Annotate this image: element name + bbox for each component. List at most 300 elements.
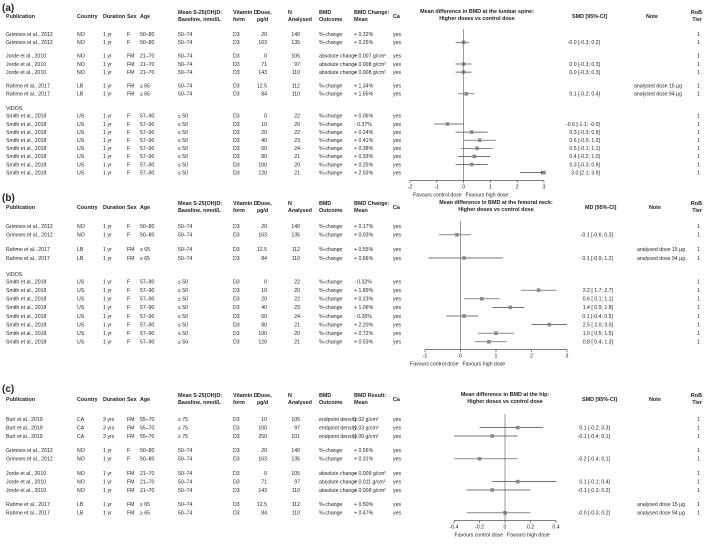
x-tick-label: 3 xyxy=(542,184,546,191)
row-publication: Smith et al., 2018 xyxy=(6,305,47,312)
row-dose: 120 xyxy=(258,339,267,346)
row-bmd-change: + 1.65% xyxy=(354,91,374,98)
row-n-analysed: 97 xyxy=(294,479,300,486)
row-effect-ci: 0.6 [-0.0; 1.2] xyxy=(569,138,600,144)
row-rob-tier: 1 xyxy=(697,322,700,329)
column-header: Ca xyxy=(393,397,400,403)
column-header: Baseline, nmol/L xyxy=(178,17,221,23)
row-bmd-change: - 0.26% xyxy=(354,313,372,320)
row-duration: 1 yr xyxy=(103,146,112,153)
row-n-analysed: 105 xyxy=(291,471,300,477)
group-label: ViDOS xyxy=(6,106,23,113)
row-baseline: 50–74 xyxy=(178,471,193,477)
row-baseline: 50–74 xyxy=(178,247,193,254)
point-estimate xyxy=(446,122,450,126)
row-n-analysed: 24 xyxy=(294,313,300,320)
row-country: NO xyxy=(77,61,85,68)
row-duration: 1 yr xyxy=(103,162,112,169)
forest-row xyxy=(6,314,700,320)
forest-row xyxy=(6,417,700,423)
row-n-analysed: 135 xyxy=(291,40,300,47)
row-age: 57–90 xyxy=(140,322,155,329)
row-sex: FM xyxy=(127,479,135,486)
row-publication: Grimnes et al., 2012 xyxy=(6,456,53,463)
row-bmd-change: + 0.23% xyxy=(354,296,374,303)
row-effect-ci: 0.1 [-0.2; 0.4] xyxy=(569,91,600,98)
row-effect-ci: 1.0 [ 0.5; 1.5] xyxy=(582,331,613,337)
row-ca: yes xyxy=(393,255,402,262)
row-age: 50–80 xyxy=(140,224,155,230)
row-vitamin-d-form: D3 xyxy=(233,129,240,136)
row-sex: F xyxy=(127,146,131,153)
row-n-analysed: 112 xyxy=(291,83,300,90)
row-vitamin-d-form: D3 xyxy=(233,313,240,320)
row-bmd-outcome: %-change xyxy=(319,83,343,90)
point-estimate xyxy=(473,155,477,159)
row-bmd-change: 1.02 g/cm² xyxy=(354,417,379,423)
row-age: 55–70 xyxy=(140,425,155,432)
row-effect-ci: 0.1 [-0.4; 0.5] xyxy=(582,313,613,320)
row-ca: yes xyxy=(393,288,402,294)
row-country: US xyxy=(77,154,85,161)
forest-row xyxy=(6,224,700,230)
row-country: US xyxy=(77,162,85,169)
row-bmd-outcome: %-change xyxy=(319,138,343,144)
row-baseline: ≤ 50 xyxy=(178,138,189,144)
row-sex: FM xyxy=(127,502,135,509)
row-note: analysed dose 15 µg xyxy=(637,247,685,254)
x-tick-label: 2 xyxy=(530,353,533,360)
row-publication: Smith et al., 2018 xyxy=(6,146,47,153)
row-country: NO xyxy=(77,456,85,463)
row-duration: 1 yr xyxy=(103,510,112,517)
row-bmd-outcome: %-change xyxy=(319,279,343,286)
row-dose: 84 xyxy=(261,91,267,98)
row-vitamin-d-form: D3 xyxy=(233,479,240,486)
row-dose: 10 xyxy=(261,121,267,128)
column-header: Baseline, nmol/L xyxy=(178,208,221,214)
point-estimate xyxy=(494,331,498,335)
point-estimate xyxy=(462,256,466,260)
effect-header: MD [95%-CI] xyxy=(585,205,617,211)
row-age: 50–80 xyxy=(140,456,155,463)
row-country: US xyxy=(77,288,85,294)
row-baseline: ≤ 50 xyxy=(178,170,189,177)
forest-row xyxy=(6,54,700,60)
row-ca: yes xyxy=(393,417,402,423)
row-duration: 3 yrs xyxy=(103,417,115,423)
row-vitamin-d-form: D3 xyxy=(233,502,240,509)
row-bmd-change: - 0.32% xyxy=(354,279,372,286)
row-duration: 1 yr xyxy=(103,502,112,509)
row-vitamin-d-form: D3 xyxy=(233,53,240,60)
row-baseline: ≤ 50 xyxy=(178,305,189,312)
row-baseline: ≤ 50 xyxy=(178,313,189,320)
row-bmd-outcome: %-change xyxy=(319,232,343,239)
point-estimate xyxy=(508,306,512,310)
row-duration: 1 yr xyxy=(103,247,112,254)
forest-panel-b xyxy=(2,193,703,368)
row-publication: Grimnes et al., 2012 xyxy=(6,448,53,455)
column-header: Duration xyxy=(103,14,126,20)
row-ca: yes xyxy=(393,113,402,120)
column-header: Sex xyxy=(127,14,137,20)
row-bmd-change: + 0.008 g/cm² xyxy=(354,487,386,494)
point-estimate xyxy=(478,457,482,461)
row-duration: 1 yr xyxy=(103,479,112,486)
row-ca: yes xyxy=(393,433,402,440)
row-vitamin-d-form: D3 xyxy=(233,279,240,286)
row-country: US xyxy=(77,313,85,320)
row-baseline: ≤ 50 xyxy=(178,129,189,136)
row-ca: yes xyxy=(393,305,402,312)
row-country: CA xyxy=(77,433,85,440)
row-age: 57–90 xyxy=(140,339,155,346)
row-publication: Grimnes et al., 2012 xyxy=(6,40,53,47)
row-country: US xyxy=(77,339,85,346)
row-dose: 143 xyxy=(258,487,267,494)
row-ca: yes xyxy=(393,162,402,169)
forest-row xyxy=(6,84,700,90)
row-bmd-change: + 0.56% xyxy=(354,448,374,455)
row-dose: 20 xyxy=(261,296,267,303)
row-dose: 0 xyxy=(264,113,267,120)
row-publication: Smith et al., 2018 xyxy=(6,170,47,177)
row-duration: 1 yr xyxy=(103,456,112,463)
row-vitamin-d-form: D3 xyxy=(233,471,240,477)
row-duration: 1 yr xyxy=(103,154,112,161)
row-country: LB xyxy=(77,255,84,262)
row-rob-tier: 1 xyxy=(697,61,700,68)
row-baseline: ≥ 75 xyxy=(178,433,189,440)
row-bmd-outcome: %-change xyxy=(319,288,343,294)
row-sex: F xyxy=(127,288,131,294)
row-duration: 1 yr xyxy=(103,113,112,120)
row-baseline: 50–74 xyxy=(178,479,193,486)
row-bmd-change: + 0.007 g/cm² xyxy=(354,53,386,60)
row-publication: Rahme et al., 2017 xyxy=(6,247,50,254)
row-duration: 1 yr xyxy=(103,305,112,312)
column-header: Outcome xyxy=(319,17,343,23)
point-estimate xyxy=(516,480,520,484)
row-age: 21–70 xyxy=(140,479,155,486)
row-bmd-change: + 0.38% xyxy=(354,146,374,153)
row-bmd-change: - 0.37% xyxy=(354,121,372,128)
row-age: 57–90 xyxy=(140,129,155,136)
row-age: 50–80 xyxy=(140,232,155,239)
row-sex: FM xyxy=(127,255,135,262)
row-effect-ci: 0.1 [-0.1; 0.4] xyxy=(579,479,610,486)
column-header: Ca xyxy=(393,205,400,211)
row-sex: F xyxy=(127,456,131,463)
row-country: US xyxy=(77,113,85,120)
plot-subtitle: Higher doses vs control dose xyxy=(467,399,543,405)
row-age: 57–90 xyxy=(140,305,155,312)
row-vitamin-d-form: D3 xyxy=(233,288,240,294)
row-duration: 1 yr xyxy=(103,339,112,346)
row-bmd-outcome: %-change xyxy=(319,305,343,312)
row-sex: F xyxy=(127,305,131,312)
row-dose: 12.5 xyxy=(256,83,267,90)
column-header: Sex xyxy=(127,397,137,403)
row-age: 55–70 xyxy=(140,417,155,423)
row-sex: F xyxy=(127,129,131,136)
row-n-analysed: 110 xyxy=(291,91,300,98)
effect-header: SMD [95%-CI] xyxy=(582,397,618,403)
row-sex: F xyxy=(127,113,131,120)
column-header: Age xyxy=(140,205,151,211)
row-baseline: 50–74 xyxy=(178,456,193,463)
row-baseline: ≤ 50 xyxy=(178,331,189,337)
forest-row xyxy=(6,32,700,38)
column-header: Analysed xyxy=(288,400,312,406)
row-country: LB xyxy=(77,502,84,509)
column-header: Country xyxy=(77,205,98,211)
row-n-analysed: 24 xyxy=(294,146,300,153)
row-n-analysed: 140 xyxy=(291,224,300,230)
forest-row xyxy=(6,479,700,485)
forest-row xyxy=(6,92,700,98)
row-duration: 1 yr xyxy=(103,224,112,230)
row-ca: yes xyxy=(393,502,402,509)
row-duration: 1 yr xyxy=(103,83,112,90)
column-header: Mean S-25(OH)D: xyxy=(178,201,223,207)
row-age: ≥ 65 xyxy=(140,83,151,90)
row-ca: yes xyxy=(393,53,402,60)
row-rob-tier: 1 xyxy=(697,83,700,90)
row-publication: Smith et al., 2018 xyxy=(6,129,47,136)
row-n-analysed: 105 xyxy=(291,417,300,423)
row-age: 50–80 xyxy=(140,40,155,47)
row-vitamin-d-form: D3 xyxy=(233,305,240,312)
row-dose: 10 xyxy=(261,417,267,423)
row-publication: Jorde et al., 2010 xyxy=(6,53,47,60)
row-publication: Smith et al., 2018 xyxy=(6,154,47,161)
column-header: N xyxy=(288,201,292,207)
row-duration: 1 yr xyxy=(103,232,112,239)
row-baseline: 50–74 xyxy=(178,487,193,494)
row-rob-tier: 1 xyxy=(697,162,700,169)
row-dose: 20 xyxy=(261,32,267,38)
row-n-analysed: 105 xyxy=(291,53,300,60)
column-header: Sex xyxy=(127,205,137,211)
row-note: analysed dose 15 µg xyxy=(634,83,682,90)
column-header: Outcome xyxy=(319,208,343,214)
row-vitamin-d-form: D3 xyxy=(233,247,240,254)
row-rob-tier: 1 xyxy=(697,510,700,517)
row-publication: Jorde et al., 2010 xyxy=(6,61,47,68)
row-effect-ci: 0.3 [-0.3; 0.9] xyxy=(569,162,600,169)
row-rob-tier: 1 xyxy=(697,146,700,153)
row-n-analysed: 20 xyxy=(294,121,300,128)
row-sex: FM xyxy=(127,425,135,432)
row-age: ≥ 65 xyxy=(140,255,151,262)
row-bmd-outcome: %-change xyxy=(319,121,343,128)
row-sex: F xyxy=(127,170,131,177)
plot-title: Mean difference in BMD at the femoral neck: xyxy=(439,200,553,206)
row-country: NO xyxy=(77,448,85,455)
row-effect-ci: 0.1 [-0.9; 1.2] xyxy=(582,255,613,262)
point-estimate xyxy=(547,323,551,327)
row-age: 57–90 xyxy=(140,170,155,177)
row-age: 21–70 xyxy=(140,69,155,76)
row-duration: 1 yr xyxy=(103,69,112,76)
row-country: US xyxy=(77,138,85,144)
row-sex: F xyxy=(127,279,131,286)
row-effect-ci: 0.5 [-0.1; 1.1] xyxy=(569,146,600,153)
row-age: 55–70 xyxy=(140,433,155,440)
row-dose: 12.5 xyxy=(256,247,267,254)
row-vitamin-d-form: D3 xyxy=(233,61,240,68)
row-dose: 71 xyxy=(261,479,267,486)
row-baseline: 50–74 xyxy=(178,255,193,262)
column-header: Outcome xyxy=(319,400,343,406)
row-age: 57–90 xyxy=(140,138,155,144)
row-duration: 1 yr xyxy=(103,121,112,128)
forest-row xyxy=(6,233,700,239)
row-bmd-outcome: %-change xyxy=(319,322,343,329)
column-header: form xyxy=(233,17,245,23)
row-vitamin-d-form: D3 xyxy=(233,510,240,517)
row-baseline: ≤ 50 xyxy=(178,121,189,128)
row-dose: 120 xyxy=(258,170,267,177)
row-bmd-change: + 0.66% xyxy=(354,255,374,262)
row-bmd-outcome: %-change xyxy=(319,129,343,136)
row-country: NO xyxy=(77,69,85,76)
row-dose: 100 xyxy=(258,331,267,337)
row-rob-tier: 1 xyxy=(697,313,700,320)
row-publication: Smith et al., 2018 xyxy=(6,279,47,286)
row-publication: Rahme et al., 2017 xyxy=(6,91,50,98)
row-duration: 1 yr xyxy=(103,471,112,477)
row-rob-tier: 1 xyxy=(697,331,700,337)
row-baseline: 50–74 xyxy=(178,40,193,47)
row-sex: F xyxy=(127,162,131,169)
row-duration: 1 yr xyxy=(103,279,112,286)
favours-high-label: Favours high dose xyxy=(465,192,509,199)
row-duration: 1 yr xyxy=(103,170,112,177)
row-publication: Smith et al., 2018 xyxy=(6,121,47,128)
row-country: LB xyxy=(77,83,84,90)
row-bmd-change: + 0.32% xyxy=(354,32,374,38)
column-header: Duration xyxy=(103,397,126,403)
x-tick-label: 1 xyxy=(488,184,492,191)
forest-row xyxy=(6,288,700,294)
row-n-analysed: 20 xyxy=(294,162,300,169)
row-duration: 1 yr xyxy=(103,129,112,136)
row-bmd-outcome: %-change xyxy=(319,247,343,254)
row-effect-ci: 1.4 [ 0.9; 1.8] xyxy=(582,305,613,312)
row-publication: Burt et al., 2019 xyxy=(6,425,43,432)
row-age: 50–80 xyxy=(140,32,155,38)
row-ca: yes xyxy=(393,339,402,346)
row-ca: yes xyxy=(393,232,402,239)
favours-high-label: Favours high dose xyxy=(462,361,506,368)
row-bmd-outcome: %-change xyxy=(319,40,343,47)
row-dose: 250 xyxy=(258,433,267,440)
row-bmd-outcome: %-change xyxy=(319,91,343,98)
point-estimate xyxy=(470,163,474,167)
row-effect-ci: -0.6 [-1.1; -0.0] xyxy=(565,121,600,128)
row-sex: F xyxy=(127,232,131,239)
row-country: LB xyxy=(77,91,84,98)
row-dose: 163 xyxy=(258,40,267,47)
row-bmd-change: + 0.17% xyxy=(354,224,374,230)
rob-header: RoB xyxy=(690,201,702,207)
row-effect-ci: 2.5 [ 2.0; 3.0] xyxy=(582,322,613,329)
row-note: analysed dose 94 µg xyxy=(637,510,685,517)
row-bmd-outcome: %-change xyxy=(319,448,343,455)
row-rob-tier: 1 xyxy=(697,138,700,144)
column-header: Publication xyxy=(6,397,36,403)
panel-label: (c) xyxy=(2,384,15,395)
column-header: Analysed xyxy=(288,17,312,23)
row-note: analysed dose 94 µg xyxy=(637,255,685,262)
row-sex: F xyxy=(127,32,131,38)
forest-row xyxy=(6,448,700,454)
row-baseline: ≤ 50 xyxy=(178,279,189,286)
row-age: ≥ 65 xyxy=(140,510,151,517)
row-bmd-outcome: %-change xyxy=(319,456,343,463)
row-n-analysed: 23 xyxy=(294,138,300,144)
column-header: Vitamin D xyxy=(233,201,258,207)
row-baseline: 50–74 xyxy=(178,61,193,68)
forest-row xyxy=(6,122,700,128)
plot-title: Mean difference in BMD at the hip: xyxy=(460,392,550,398)
row-bmd-outcome: %-change xyxy=(319,154,343,161)
row-country: US xyxy=(77,146,85,153)
row-bmd-change: + 0.25% xyxy=(354,40,374,47)
row-baseline: 50–74 xyxy=(178,53,193,60)
point-estimate xyxy=(490,488,494,492)
forest-row xyxy=(6,247,700,253)
row-ca: yes xyxy=(393,425,402,432)
point-estimate xyxy=(542,171,546,175)
column-header: N xyxy=(288,10,292,16)
row-n-analysed: 140 xyxy=(291,448,300,455)
row-bmd-change: + 0.03% xyxy=(354,232,374,239)
row-age: 57–90 xyxy=(140,113,155,120)
row-n-analysed: 140 xyxy=(291,32,300,38)
rob-header-2: Tier xyxy=(692,17,702,23)
point-estimate xyxy=(490,434,494,438)
row-effect-ci: -0.2 [-0.4; 0.1] xyxy=(577,456,610,463)
row-duration: 1 yr xyxy=(103,448,112,455)
row-vitamin-d-form: D3 xyxy=(233,154,240,161)
row-sex: F xyxy=(127,448,131,455)
row-effect-ci: -0.0 [-0.3; 0.2] xyxy=(567,40,600,47)
row-publication: Grimnes et al., 2012 xyxy=(6,32,53,38)
note-header: Note xyxy=(649,397,661,403)
row-publication: Rahme et al., 2017 xyxy=(6,83,50,90)
row-n-analysed: 112 xyxy=(291,247,300,254)
row-ca: yes xyxy=(393,456,402,463)
x-tick-label: -0.4 xyxy=(449,524,459,531)
column-header: Vitamin D xyxy=(233,10,258,16)
column-header: Mean S-25(OH)D: xyxy=(178,10,223,16)
forest-row xyxy=(6,170,700,176)
row-vitamin-d-form: D3 xyxy=(233,331,240,337)
row-rob-tier: 1 xyxy=(697,53,700,60)
row-country: CA xyxy=(77,425,85,432)
row-publication: Smith et al., 2018 xyxy=(6,138,47,144)
forest-panel-c xyxy=(2,384,703,539)
row-duration: 1 yr xyxy=(103,91,112,98)
row-n-analysed: 135 xyxy=(291,232,300,239)
row-country: US xyxy=(77,322,85,329)
row-publication: Smith et al., 2018 xyxy=(6,331,47,337)
row-rob-tier: 1 xyxy=(697,487,700,494)
